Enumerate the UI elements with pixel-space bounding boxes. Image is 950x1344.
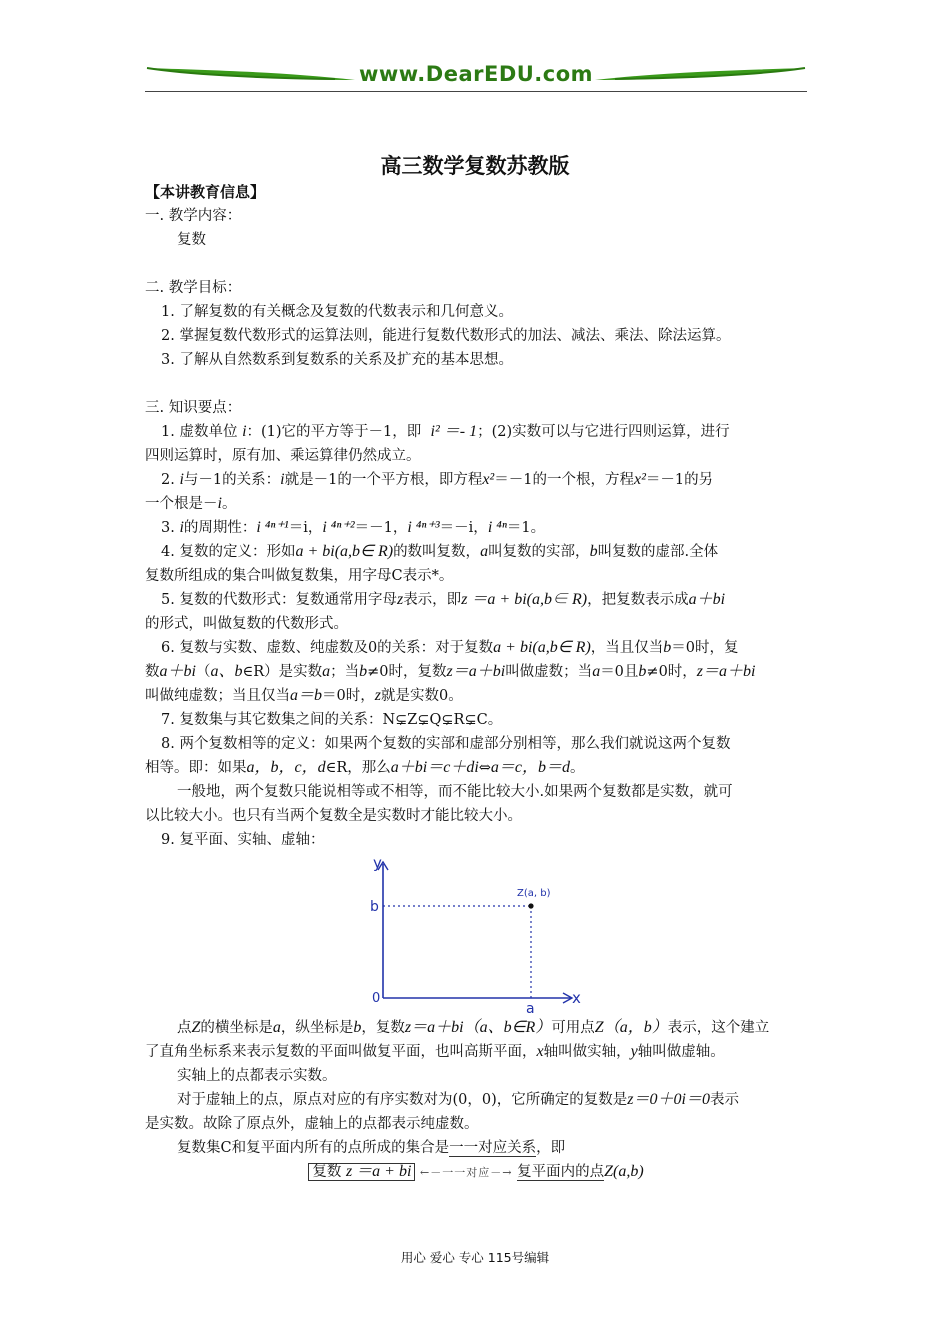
correspondence-formula: 复数 z ＝a + bi ←－一一对应－→ 复平面内的点Z(a,b)	[145, 1160, 807, 1185]
desc-3-cont: 是实数。故除了原点外，虚轴上的点都表示纯虚数。	[145, 1116, 479, 1132]
point-2: 2. i与－1的关系：i就是－1的一个平方根，即方程x²＝－1的一个根，方程x²＝－1的另	[161, 471, 714, 488]
point-label: Z(a, b)	[517, 888, 551, 899]
goal-item: 2. 掌握复数代数形式的运算法则，能进行复数代数形式的加法、减法、乘法、除法运算。	[161, 328, 731, 344]
desc-1-cont: 了直角坐标系来表示复数的平面叫做复平面，也叫高斯平面，x轴叫做实轴，y轴叫做虚轴。	[145, 1043, 725, 1060]
point-4-cont: 复数所组成的集合叫做复数集，用字母C表示*。	[145, 568, 454, 584]
document-body	[145, 180, 807, 1185]
desc-1: 点Z的横坐标是a，纵坐标是b，复数z＝a＋bi（a、b∈R）可用点Z（a，b）表示，这个建立	[177, 1019, 770, 1036]
b-tick-label: b	[370, 899, 379, 915]
desc-3: 对于虚轴上的点，原点对应的有序实数对为(0，0)，它所确定的复数是z＝0＋0i＝0表示	[177, 1091, 739, 1108]
point-8: 8. 两个复数相等的定义：如果两个复数的实部和虚部分别相等，那么我们就说这两个复数	[161, 736, 731, 752]
content-heading: 一. 教学内容：	[145, 208, 242, 224]
point-6: 6. 复数与实数、虚数、纯虚数及0的关系：对于复数a + bi(a,b∈ R)，当且仅当b＝0时，复	[161, 639, 739, 656]
desc-4: 复数集C和复平面内所有的点所成的集合是一一对应关系，即	[177, 1140, 566, 1156]
point-5-cont: 的形式，叫做复数的代数形式。	[145, 616, 348, 632]
point-1-cont: 四则运算时，原有加、乘运算律仍然成立。	[145, 448, 421, 464]
desc-2: 实轴上的点都表示实数。	[177, 1068, 337, 1084]
point-2-cont: 一个根是－i。	[145, 495, 237, 512]
page-title: 高三数学复数苏教版	[380, 154, 570, 178]
point-3: 3. i的周期性：i ⁴ⁿ⁺¹＝i，i ⁴ⁿ⁺²＝－1，i ⁴ⁿ⁺³＝－i，i ⁴ⁿ＝1。	[161, 519, 546, 536]
goal-item: 3. 了解从自然数系到复数系的关系及扩充的基本思想。	[161, 352, 513, 368]
point-7: 7. 复数集与其它数集之间的关系：N⊊Z⊊Q⊊R⊊C。	[161, 712, 503, 728]
a-tick-label: a	[526, 1001, 535, 1016]
point-8-note: 一般地，两个复数只能说相等或不相等，而不能比较大小.如果两个复数都是实数，就可	[177, 784, 733, 800]
x-axis-label: x	[572, 989, 581, 1007]
point-9: 9. 复平面、实轴、虚轴：	[161, 832, 325, 848]
point-8-note-cont: 以比较大小。也只有当两个复数全是实数时才能比较大小。	[145, 808, 522, 824]
points-heading: 三. 知识要点：	[145, 400, 242, 416]
goal-item: 1. 了解复数的有关概念及复数的代数表示和几何意义。	[161, 304, 513, 320]
section-info: 【本讲教育信息】	[145, 183, 266, 201]
point-6-cont: 数a＋bi（a、b∈R）是实数a；当b≠0时，复数z＝a＋bi叫做虚数；当a＝0且b≠0时，z＝a＋bi	[145, 663, 756, 680]
header-rule	[145, 91, 807, 92]
content-text: 复数	[177, 232, 206, 248]
site-name: www.DearEDU.com	[358, 62, 594, 86]
point-1: 1. 虚数单位 i：(1)它的平方等于－1，即 i² ＝- 1；(2)实数可以与它进行四则运算，进行	[161, 423, 730, 440]
y-axis-label: y	[373, 856, 382, 872]
goals-heading: 二. 教学目标：	[145, 280, 242, 296]
page-footer: 用心 爱心 专心 115号编辑	[400, 1250, 550, 1265]
point-5: 5. 复数的代数形式：复数通常用字母z表示，即z ＝a + bi(a,b∈ R)，把复数表示成a＋bi	[161, 591, 726, 608]
point-8-cont: 相等。即：如果a，b，c，d∈R，那么a＋bi＝c＋di⇔a＝c，b＝d。	[145, 759, 585, 776]
point-4: 4. 复数的定义：形如a + bi(a,b∈ R)的数叫复数，a叫复数的实部，b叫复数的虚部.全体	[161, 543, 719, 560]
complex-plane-diagram	[367, 856, 587, 1016]
origin-label: 0	[372, 991, 381, 1006]
point-6-cont2: 叫做纯虚数；当且仅当a＝b＝0时，z就是实数0。	[145, 687, 463, 704]
page-header	[145, 58, 807, 98]
